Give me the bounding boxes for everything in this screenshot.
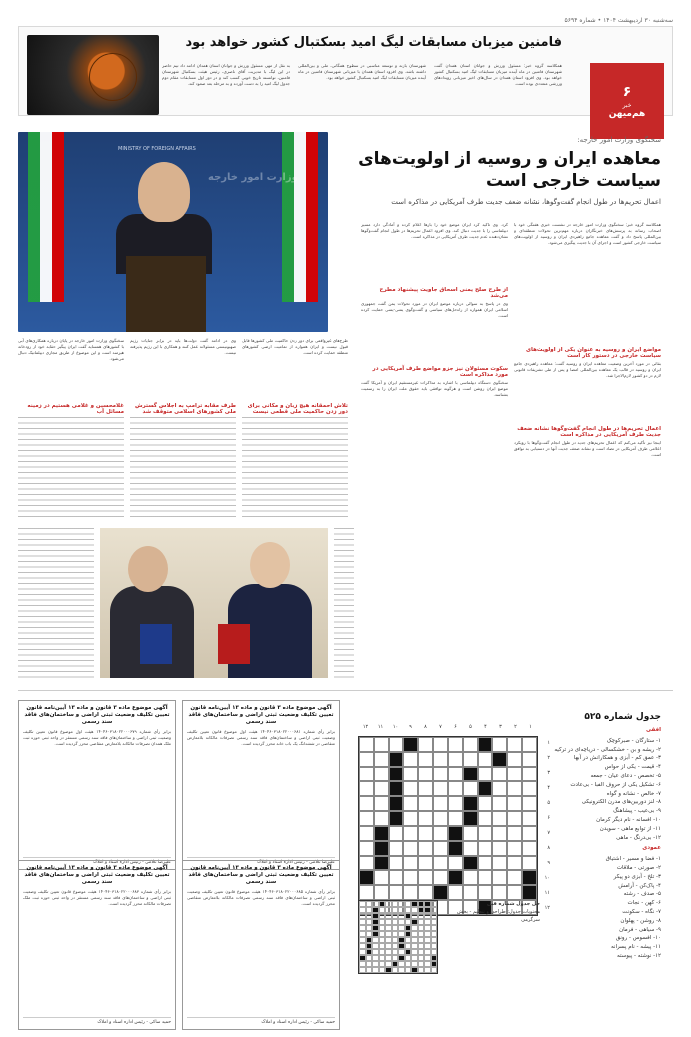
spokesman-face [138, 162, 190, 222]
crossword-cell[interactable] [418, 826, 433, 841]
crossword-cell[interactable] [478, 841, 493, 856]
across-label: افقی [645, 727, 661, 733]
row-number: ۱۱ [544, 890, 550, 896]
crossword-cell[interactable] [492, 841, 507, 856]
crossword-cell[interactable] [403, 811, 418, 826]
crossword-cell[interactable] [418, 737, 433, 752]
down-clue: ۵- صدف - رشته [623, 891, 661, 898]
across-clue: ۳- عمق کم - آبزی و همکارانش در آبها [573, 755, 661, 762]
row-number: ۱۰ [544, 875, 550, 881]
crossword-cell[interactable] [522, 752, 537, 767]
crossword-cell[interactable] [507, 752, 522, 767]
red-folder [218, 624, 250, 664]
row-number: ۴ [547, 785, 550, 791]
crossword-cell[interactable] [433, 870, 448, 885]
crossword-cell[interactable] [507, 826, 522, 841]
row-number: ۲ [547, 755, 550, 761]
crossword-cell[interactable] [389, 856, 404, 871]
crossword-cell[interactable] [359, 752, 374, 767]
story-lead: اعمال تحریم‌ها در طول انجام گفت‌وگوها، نشانه ضعف جدیت طرف آمریکایی در مذاکره است [391, 198, 661, 206]
down-clue: ۹- سیاهی - فرمان [619, 926, 661, 933]
crossword-cell[interactable] [492, 737, 507, 752]
crossword-cell[interactable] [403, 737, 418, 752]
crossword-cell[interactable] [492, 826, 507, 841]
crossword-cell[interactable] [463, 811, 478, 826]
notice-footer: حمید ساکی - رئیس اداره اسناد و املاک [187, 1017, 335, 1025]
across-clue: ۷- خالص - نشانه و گواه [606, 790, 661, 797]
crossword-cell[interactable] [374, 796, 389, 811]
crossword-cell[interactable] [448, 885, 463, 900]
sport-col-3: به نقل از مهر، مسئول ورزش و جوانان استان همدان ادامه داد تیم حاضر در این لیگ با مدیریت آقای ناصری، رئیس هیئت بسکتبال شهرستان فامنین، توانسته تاریخ خوبی کسب کند و در دور اول مسابقات مقام دوم جدول لیگ امید را به دست آورده و به مرحله بعد صعود کند. [162, 63, 290, 86]
crossword-cell[interactable] [403, 841, 418, 856]
crossword-cell[interactable] [448, 737, 463, 752]
column-number: ۱۰ [392, 724, 399, 730]
down-clue: ۶- کهن - نجات [627, 900, 661, 907]
crossword-cell[interactable] [448, 841, 463, 856]
crossword-cell[interactable] [374, 826, 389, 841]
crossword-cell[interactable] [463, 767, 478, 782]
legal-notice-4 [182, 860, 340, 1030]
crossword-cell[interactable] [492, 767, 507, 782]
across-clue: ۴- قیمت - یکی از حواس [604, 764, 661, 771]
crossword-cell[interactable] [478, 737, 493, 752]
across-clue: ۱۲- بی‌درنگ - ماهی [616, 834, 661, 841]
notice-title: آگهی موضوع ماده ۳ قانون و ماده ۱۳ آیین‌نامه قانون تعیین تکلیف وضعیت ثبتی اراضی و ساختمان‌های فاقد سند رسمی [188, 865, 334, 885]
page-header [18, 14, 673, 26]
crossword-cell[interactable] [389, 885, 404, 900]
mofa-sign: MINISTRY OF FOREIGN AFFAIRS [118, 146, 196, 152]
subhead-4: اعمال تحریم‌ها در طول انجام گفت‌وگوها نشانه ضعف جدیت طرف آمریکایی در مذاکره است [517, 426, 661, 438]
crossword-cell[interactable] [433, 796, 448, 811]
story-kicker: سخنگوی وزارت امور خارجه: [577, 136, 661, 144]
story-col-9: سخنگوی وزارت امور خارجه در پایان درباره همکاری‌های آبی با کشورهای همسایه گفت ایران پیگیر حقابه خود از رودخانه هیرمند است و این موضوع از طریق مجاری دیپلماتیک دنبال می‌شود. [18, 338, 124, 361]
previous-answer-grid [358, 900, 438, 974]
across-clue: ۲- ریشه و بن - خشکسالی - دریاچه‌ای در ترکیه [554, 746, 661, 753]
leaders-photo [100, 528, 328, 678]
crossword-cell[interactable] [448, 796, 463, 811]
crossword-cell[interactable] [522, 856, 537, 871]
crossword-cell[interactable] [389, 841, 404, 856]
story-col-8: وی در ادامه گفت دولت‌ها باید در برابر جنایات رژیم صهیونیستی مسئولانه عمل کنند و همکاری با این رژیم پذیرفته نیست. [130, 338, 236, 355]
down-clue: ۱۱- پیشه - نام پسرانه [610, 944, 661, 951]
crossword-cell[interactable] [507, 796, 522, 811]
story-col-6: اینجا نیز تأکید می‌کنم که اعمال تحریم‌های جدید در طول انجام گفت‌وگوها با رویکرد اعلامی طرف آمریکایی در تضاد است و نشانه ضعف جدیت آنها در دستیابی به توافق است. [514, 440, 661, 457]
crossword-cell[interactable] [463, 781, 478, 796]
across-clue: ۵- تخصص - دعای عیان - جمعه [590, 772, 661, 779]
row-number: ۸ [547, 845, 550, 851]
crossword-cell[interactable] [359, 796, 374, 811]
row-number: ۹ [547, 860, 550, 866]
legal-notice-3 [18, 860, 176, 1030]
column-number: ۶ [454, 724, 457, 730]
down-clue: ۳- تلخ - آبزی دو پیکر [613, 873, 661, 880]
column-number: ۴ [484, 724, 487, 730]
crossword-cell[interactable] [374, 870, 389, 885]
answer-cell [431, 967, 438, 973]
column-number: ۱۲ [362, 724, 369, 730]
notice-body: برابر رأی شماره ۱۴۰۴۶۰۳۱۸۰۲۲۰۰۰۶۸۱ هیئت اول موضوع قانون تعیین تکلیف وضعیت ثبتی اراضی و ساختمان‌های فاقد سند رسمی تصرفات مالکانه بلامعارض متقاضی در ششدانگ یک باب خانه محرز گردیده است. [187, 729, 335, 746]
crossword-cell[interactable] [359, 885, 374, 900]
crossword-title: جدول شماره ۵۲۵ [584, 712, 661, 722]
issue-date: سه‌شنبه ۳۰ اردیبهشت ۱۴۰۴ • شماره ۵۶۹۴ [564, 16, 673, 24]
podium [126, 256, 206, 332]
crossword-cell[interactable] [492, 856, 507, 871]
row-number: ۱۲ [544, 905, 550, 911]
crossword-cell[interactable] [507, 870, 522, 885]
across-clue: ۶- تشکیل یکی از حروف الفبا - بی‌عادت [570, 781, 661, 788]
crossword-cell[interactable] [507, 856, 522, 871]
crossword-cell[interactable] [478, 781, 493, 796]
subhead-1: مواضع ایران و روسیه به عنوان یکی از اولویت‌های سیاست خارجی در دستور کار است [525, 347, 661, 359]
crossword-cell[interactable] [478, 811, 493, 826]
story-col-7: طرح‌های غیرواقعی برای دور زدن حاکمیت ملی کشورها قابل قبول نیست و ایران همواره از تمامیت ارضی کشورهای منطقه حمایت کرده است. [242, 338, 348, 355]
crossword-cell[interactable] [463, 841, 478, 856]
crossword-cell[interactable] [492, 811, 507, 826]
crossword-cell[interactable] [403, 826, 418, 841]
sport-headline: فامنین میزبان مسابقات لیگ امید بسکتبال کشور خواهد بود [185, 35, 562, 50]
column-number: ۵ [469, 724, 472, 730]
column-number: ۳ [499, 724, 502, 730]
crossword-cell[interactable] [478, 767, 493, 782]
legal-notice-1 [18, 700, 176, 870]
story-headline: معاهده ایران و روسیه از اولویت‌های سیاست خارجی است [358, 149, 661, 191]
story-col-5: سخنگوی دستگاه دیپلماسی با اشاره به مذاکرات غیرمستقیم ایران و آمریکا گفت موضع ایران روشن است و هرگونه توافقی باید حقوق ملت ایران را به رسمیت بشناسد. [361, 380, 508, 397]
down-clue: ۴- پاک‌کن - آرامش [618, 882, 661, 889]
photo-wall-text: وزارت امور خارجه [208, 172, 298, 183]
story-col-2: کرد. وی تاکید کرد ایران موضع خود را بارها اعلام کرده و آمادگی دارد مسیر دیپلماسی را با جدیت دنبال کند. وی افزود اعمال تحریم‌ها در طول انجام گفت‌وگوها نشان‌دهنده عدم جدیت طرف آمریکایی در مذاکره است. [361, 222, 508, 239]
crossword-cell[interactable] [418, 856, 433, 871]
down-clue: ۱۰- افسوس - رونق [615, 935, 661, 942]
leader-face-left [128, 546, 168, 592]
crossword-cell[interactable] [418, 781, 433, 796]
column-number: ۸ [424, 724, 427, 730]
down-label: عمودی [642, 845, 661, 852]
crossword-cell[interactable] [492, 752, 507, 767]
crossword-cell[interactable] [463, 826, 478, 841]
crossword-cell[interactable] [433, 811, 448, 826]
across-clue: ۸- لنز دوربین‌های مدرن الکترونیکی [581, 799, 661, 806]
crossword-cell[interactable] [463, 856, 478, 871]
crossword-cell[interactable] [478, 796, 493, 811]
spokesman-photo [18, 132, 328, 332]
column-number: ۲ [514, 724, 517, 730]
crossword-cell[interactable] [403, 752, 418, 767]
crossword-cell[interactable] [463, 885, 478, 900]
story-col-3: بقائی در مورد آخرین وضعیت معاهده ایران و روسیه گفت: معاهده راهبردی جامع ایران و روسیه در قالب یک معاهده بین‌المللی امضا و پس از طی تشریفات قانونی لازم در دو کشور لازم‌الاجرا شد. [514, 361, 661, 378]
crossword-cell[interactable] [492, 781, 507, 796]
notice-title: آگهی موضوع ماده ۳ قانون و ماده ۱۳ آیین‌نامه قانون تعیین تکلیف وضعیت ثبتی اراضی و ساختمان‌های فاقد سند رسمی [24, 705, 170, 725]
story-col-4: وی در پاسخ به سوالی درباره موضع ایران در مورد تحولات یمن گفت جمهوری اسلامی ایران همواره از راه‌حل‌های سیاسی و گفت‌وگوی یمنی-یمنی حمایت کرده است. [361, 301, 508, 318]
crossword-cell[interactable] [463, 796, 478, 811]
crossword-cell[interactable] [478, 870, 493, 885]
across-clue: ۱- ستارگان - صبرکوچک [606, 737, 661, 744]
crossword-cell[interactable] [478, 826, 493, 841]
crossword-cell[interactable] [448, 856, 463, 871]
notice-body: برابر رأی شماره ۱۴۰۴۶۰۳۱۸۰۲۲۰۰۰۶۸۵ هیئت موضوع قانون تعیین تکلیف وضعیت ثبتی اراضی و ساختمان‌های فاقد سند رسمی تصرفات مالکانه بلامعارض متقاضی محرز گردیده است. [187, 889, 335, 906]
crossword-cells[interactable] [358, 736, 538, 916]
crossword-cell[interactable] [507, 885, 522, 900]
crossword-cell[interactable] [359, 856, 374, 871]
basketball-image [27, 35, 159, 115]
crossword-cell[interactable] [418, 752, 433, 767]
crossword-cell[interactable] [522, 796, 537, 811]
crossword-cell[interactable] [448, 826, 463, 841]
crossword-cell[interactable] [418, 767, 433, 782]
row-number: ۱ [547, 740, 550, 746]
crossword-cell[interactable] [507, 811, 522, 826]
crossword-cell[interactable] [403, 796, 418, 811]
crossword-grid [358, 724, 550, 1024]
crossword-credit: محتویات جدول: طراحی و تنظیم - بخش سرگرمی [456, 909, 540, 923]
across-clue: ۹- بی‌عیب - پیشاهنگ [613, 808, 661, 815]
crossword-cell[interactable] [374, 811, 389, 826]
story-text-left [18, 338, 348, 517]
crossword-cell[interactable] [448, 811, 463, 826]
section-name: خبر [622, 101, 632, 109]
crossword-cell[interactable] [374, 752, 389, 767]
notice-footer: علیرضا غلامی - رئیس اداره اسناد و املاک [187, 857, 335, 865]
story-col-1: همکلاسه گروه خبر: سخنگوی وزارت امور خارجه در نشست خبری هفتگی خود با اصحاب رسانه به پرسش‌های خبرنگاران درباره مهم‌ترین تحولات منطقه‌ای و بین‌المللی پاسخ داد و گفت معاهده جامع راهبردی ایران و روسیه از اولویت‌های سیاست خارجی کشور است و اجرای آن با جدیت پیگیری می‌شود. [514, 222, 661, 245]
column-number: ۹ [409, 724, 412, 730]
crossword-cell[interactable] [403, 870, 418, 885]
crossword-cell[interactable] [359, 767, 374, 782]
crossword-cell[interactable] [374, 856, 389, 871]
notice-body: برابر رأی شماره ۱۴۰۴۶۰۳۱۸۰۲۲۰۰۰۶۷۹ هیئت اول موضوع قانون تعیین تکلیف وضعیت ثبتی اراضی و ساختمان‌های فاقد سند رسمی مستقر در واحد ثبتی حوزه ثبت ملک همدان تصرفات مالکانه بلامعارض متقاضی محرز گردیده است. [23, 729, 171, 746]
page-number: ۶ [622, 83, 632, 100]
crossword-cell[interactable] [418, 870, 433, 885]
down-clue: ۲- صورتی - ملاقات [616, 864, 661, 871]
iran-flag-left [28, 132, 64, 302]
down-clue: ۱۲- نوشته - پیوسته [617, 952, 661, 959]
crossword-cell[interactable] [522, 737, 537, 752]
notice-footer: حمید ساکی - رئیس اداره اسناد و املاک [23, 1017, 171, 1025]
iran-flag-right [282, 132, 318, 302]
crossword-cell[interactable] [389, 870, 404, 885]
crossword-cell[interactable] [403, 767, 418, 782]
newspaper-logo [590, 63, 664, 139]
subhead-3: سکوت مسئولان نیز جزو مواضع طرف آمریکایی در مورد مذاکره است [372, 366, 508, 378]
crossword-cell[interactable] [492, 885, 507, 900]
crossword-cell[interactable] [478, 885, 493, 900]
crossword-cell[interactable] [433, 767, 448, 782]
row-number: ۳ [547, 770, 550, 776]
crossword-cell[interactable] [433, 752, 448, 767]
crossword-cell[interactable] [433, 826, 448, 841]
crossword-cell[interactable] [522, 811, 537, 826]
legal-notice-2 [182, 700, 340, 870]
column-number: ۱ [529, 724, 532, 730]
crossword-cell[interactable] [448, 767, 463, 782]
sport-news-box [18, 26, 673, 119]
crossword-cell[interactable] [374, 767, 389, 782]
crossword-cell[interactable] [433, 885, 448, 900]
crossword-cell[interactable] [389, 767, 404, 782]
column-numbers [358, 724, 538, 734]
row-number: ۷ [547, 830, 550, 836]
crossword-cell[interactable] [507, 737, 522, 752]
crossword-cell[interactable] [448, 870, 463, 885]
answer-label: حل جدول شماره قبل [487, 901, 540, 907]
subhead-7: غلامحسین و غلامی هستیم در زمینه مسائل آب [27, 403, 124, 415]
crossword-cell[interactable] [389, 752, 404, 767]
row-number: ۵ [547, 800, 550, 806]
crossword-cell[interactable] [403, 781, 418, 796]
crossword-cell[interactable] [359, 781, 374, 796]
row-numbers [540, 736, 550, 916]
crossword-cell[interactable] [403, 885, 418, 900]
logo-text: هم‌میهن [608, 108, 646, 119]
crossword-cell[interactable] [389, 796, 404, 811]
subhead-2: از طرح صلح یمنی اسحاق جاویت پیشنهاد مطرح می‌شد [379, 287, 508, 299]
crossword-cell[interactable] [418, 796, 433, 811]
blue-folder [140, 624, 172, 664]
crossword-cell[interactable] [359, 841, 374, 856]
sport-col-1: همکلاسه گروه خبر: مسئول ورزش و جوانان استان همدان گفت شهرستان فامنین در ماه آینده میزبان مسابقات لیگ امید بسکتبال کشور خواهد بود. وی افزود استان همدان در سال‌های اخیر میزبانی رویدادهای ورزشی متعددی بوده است. [434, 63, 562, 86]
crossword-cell[interactable] [389, 737, 404, 752]
crossword-cell[interactable] [418, 841, 433, 856]
crossword-cell[interactable] [403, 856, 418, 871]
crossword-cell[interactable] [418, 885, 433, 900]
crossword-cell[interactable] [448, 781, 463, 796]
crossword-note [444, 900, 540, 924]
crossword-cell[interactable] [522, 841, 537, 856]
crossword-cell[interactable] [389, 826, 404, 841]
crossword-cell[interactable] [448, 752, 463, 767]
crossword-cell[interactable] [522, 826, 537, 841]
crossword-cell[interactable] [389, 781, 404, 796]
crossword-cell[interactable] [374, 781, 389, 796]
down-clue: ۸- روشن - پهلوان [620, 917, 661, 924]
leader-face-right [250, 542, 290, 588]
crossword-cell[interactable] [359, 811, 374, 826]
crossword-cell[interactable] [507, 841, 522, 856]
column-number: ۷ [439, 724, 442, 730]
crossword-cell[interactable] [463, 737, 478, 752]
sport-text-columns [162, 63, 562, 107]
crossword-cell[interactable] [374, 841, 389, 856]
crossword-cell[interactable] [433, 781, 448, 796]
notice-title: آگهی موضوع ماده ۳ قانون و ماده ۱۳ آیین‌نامه قانون تعیین تکلیف وضعیت ثبتی اراضی و ساختمان‌های فاقد سند رسمی [188, 705, 334, 725]
down-clue: ۷- نگاه - سکونت [622, 908, 661, 915]
column-number: ۱۱ [377, 724, 384, 730]
crossword-cell[interactable] [389, 811, 404, 826]
crossword-cell[interactable] [433, 841, 448, 856]
story-text-top [361, 222, 661, 500]
down-clue: ۱- فضا و مسیر - اشتیاق [605, 856, 661, 863]
crossword-cell[interactable] [522, 767, 537, 782]
notice-body: برابر رأی شماره ۱۴۰۴۶۰۳۱۸۰۲۲۰۰۰۶۸۳ هیئت موضوع قانون تعیین تکلیف وضعیت ثبتی اراضی و ساختمان‌های فاقد سند رسمی مستقر در واحد ثبتی حوزه ثبت ملک تصرفات مالکانه محرز گردیده است. [23, 889, 171, 906]
subhead-6: طرف مقابه ترامپ به اجلاس گسترش ملی کشورهای اسلامی متوقف شد [134, 403, 236, 415]
notice-footer: علیرضا غلامی - رئیس اداره اسناد و املاک [23, 857, 171, 865]
crossword-cell[interactable] [522, 781, 537, 796]
crossword-cell[interactable] [374, 885, 389, 900]
crossword-cell[interactable] [522, 885, 537, 900]
notice-title: آگهی موضوع ماده ۳ قانون و ماده ۱۳ آیین‌نامه قانون تعیین تکلیف وضعیت ثبتی اراضی و ساختمان‌های فاقد سند رسمی [24, 865, 170, 885]
crossword-cell[interactable] [507, 781, 522, 796]
crossword-cell[interactable] [492, 796, 507, 811]
crossword-cell[interactable] [478, 752, 493, 767]
crossword-cell[interactable] [507, 767, 522, 782]
subhead-5: تلاش احمقانه هیچ زبان و مکانی برای دور زدن حاکمیت ملی قطعی نیست [247, 403, 348, 415]
across-clue: ۱۱- از توابع ماهی - سویدن [599, 825, 661, 832]
crossword-cell[interactable] [359, 826, 374, 841]
crossword-cell[interactable] [463, 870, 478, 885]
crossword-cell[interactable] [492, 870, 507, 885]
crossword-cell[interactable] [359, 870, 374, 885]
sport-col-2: شهرستان بازنه و توسعه مناسبی در سطوح همگانی، ملی و بین‌المللی داشته باشد. وی افزود استان همدان با میزبانی شهرستان فامنین در ماه آینده میزبان مسابقات لیگ امید بسکتبال کشور خواهد بود. [298, 63, 426, 80]
row-number: ۶ [547, 815, 550, 821]
crossword-cell[interactable] [433, 737, 448, 752]
across-clue: ۱۰- افسانه - نام دیگر کرمان [596, 816, 661, 823]
crossword-cell[interactable] [359, 737, 374, 752]
crossword-cell[interactable] [374, 737, 389, 752]
crossword-cell[interactable] [522, 870, 537, 885]
crossword-cell[interactable] [433, 856, 448, 871]
crossword-cell[interactable] [478, 856, 493, 871]
crossword-cell[interactable] [463, 752, 478, 767]
crossword-cell[interactable] [418, 811, 433, 826]
